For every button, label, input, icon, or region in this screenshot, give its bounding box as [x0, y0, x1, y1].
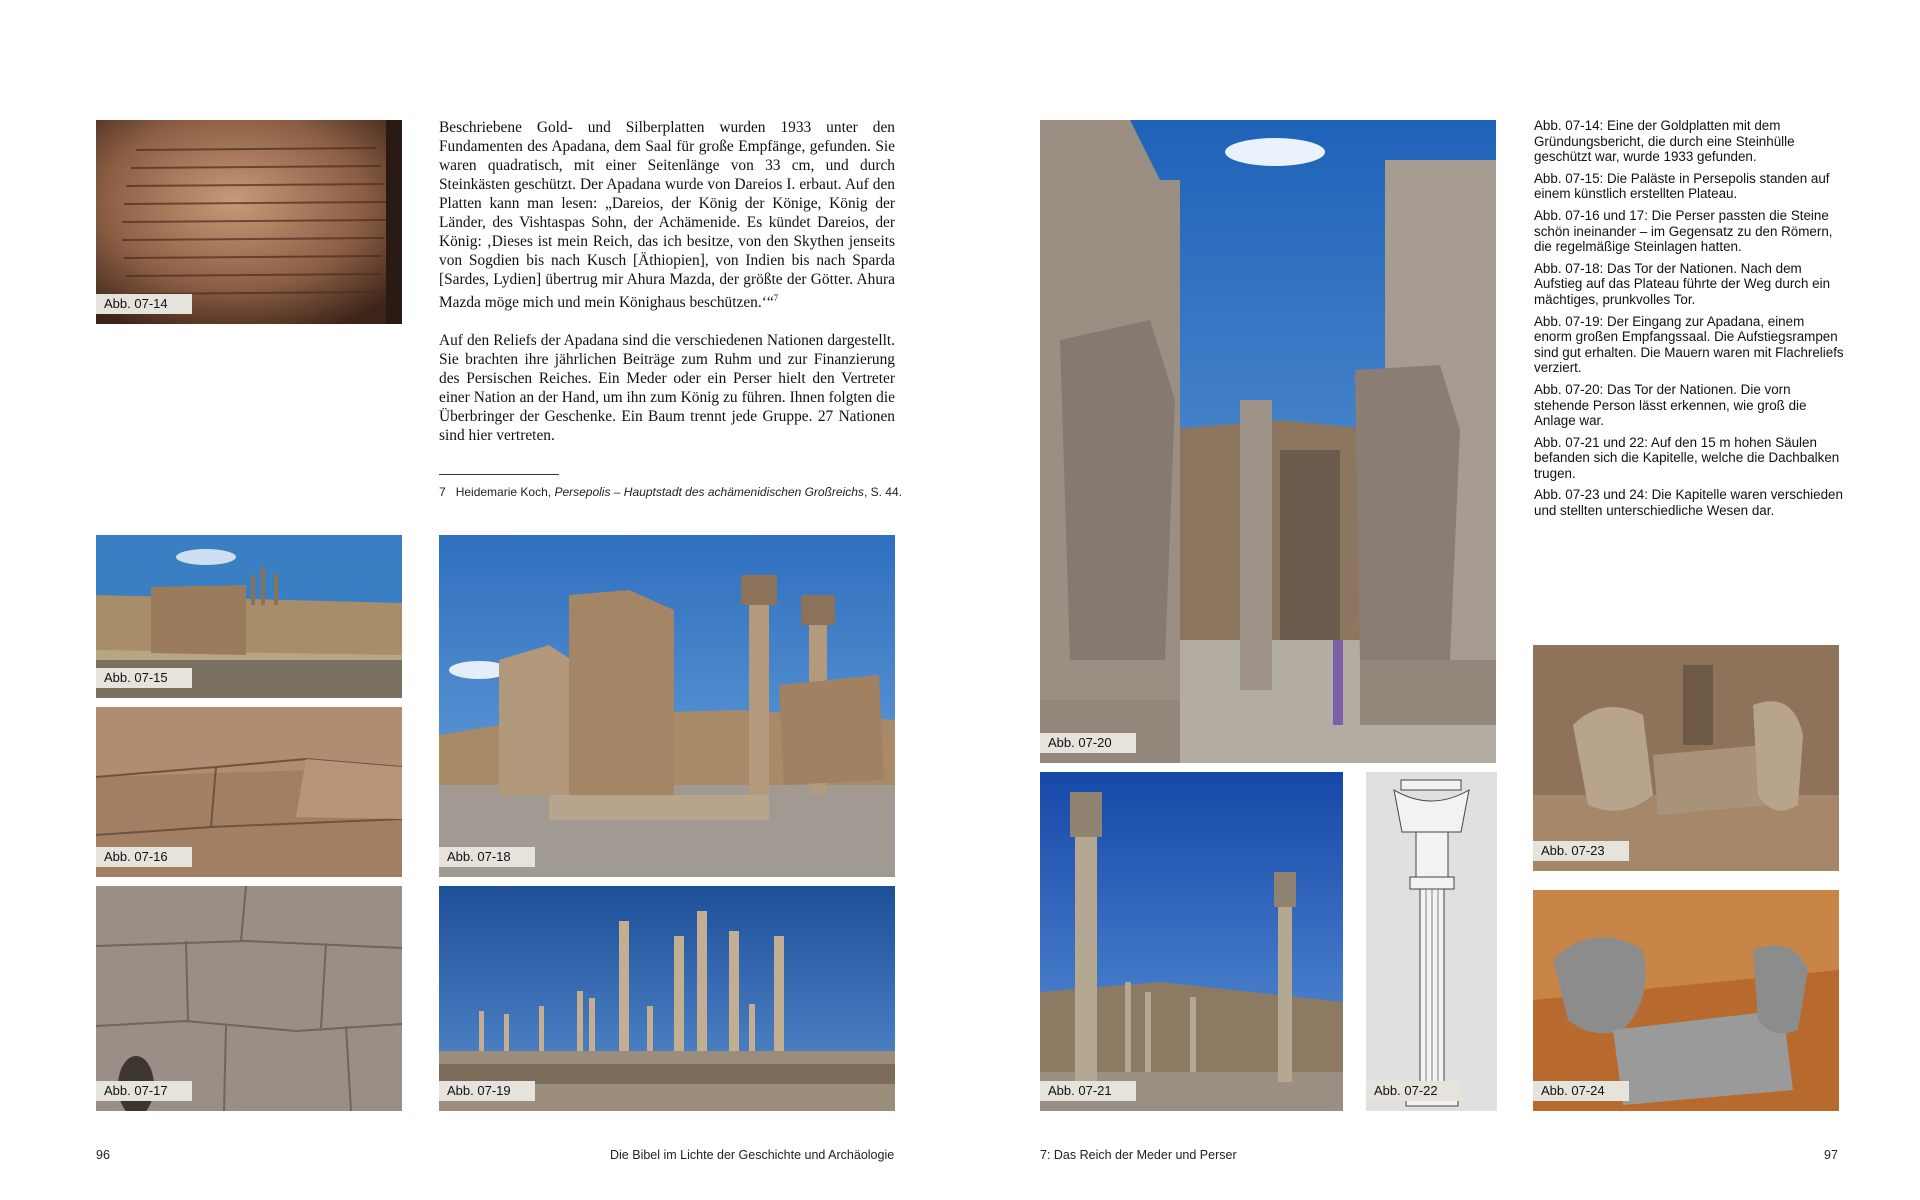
left-page-number: 96	[96, 1148, 110, 1162]
griffin-capital-image	[1533, 890, 1839, 1111]
figure-07-21-columns	[1040, 772, 1343, 1111]
gate-large-image	[1040, 120, 1496, 763]
right-page-number: 97	[1824, 1148, 1838, 1162]
figure-label: Abb. 07-16	[96, 847, 192, 867]
figure-07-22-column-drawing	[1366, 772, 1497, 1111]
footnote: 7 Heidemarie Koch, Persepolis – Hauptstadt des achämenidischen Großreichs, S. 44.	[439, 485, 902, 499]
figure-label: Abb. 07-18	[439, 847, 535, 867]
right-running-title: 7: Das Reich der Meder und Perser	[1040, 1148, 1237, 1162]
columns-image	[1040, 772, 1343, 1111]
figure-07-23-bull-capital	[1533, 645, 1839, 871]
caption-07-21-22: Abb. 07-21 und 22: Auf den 15 m hohen Säulen befanden sich die Kapitelle, welche die Dachbalken trugen.	[1534, 434, 1840, 481]
figure-07-20-gate-large	[1040, 120, 1496, 763]
caption-07-18: Abb. 07-18: Das Tor der Nationen. Nach dem Aufstieg auf das Plateau führte der Weg durch ein mächtiges, prunkvolles Tor.	[1534, 260, 1831, 307]
figure-label: Abb. 07-20	[1040, 733, 1136, 753]
apadana-image	[439, 886, 895, 1111]
figure-label: Abb. 07-14	[96, 294, 192, 314]
figure-label: Abb. 07-15	[96, 668, 192, 688]
figure-label: Abb. 07-21	[1040, 1081, 1136, 1101]
stone-wall-image	[96, 886, 402, 1111]
caption-07-19: Abb. 07-19: Der Eingang zur Apadana, einem enorm großen Empfangssaal. Die Aufstiegsrampen sind gut erhalten. Die Mauern waren mit Flachreliefs verziert.	[1534, 313, 1844, 376]
figure-07-24-griffin-capital	[1533, 890, 1839, 1111]
figure-07-18-gate-of-nations	[439, 535, 895, 877]
main-text	[439, 118, 895, 445]
figure-label: Abb. 07-17	[96, 1081, 192, 1101]
caption-07-14: Abb. 07-14: Eine der Goldplatten mit dem Gründungsbericht, die durch eine Steinhülle geschützt war, wurde 1933 gefunden.	[1534, 118, 1795, 165]
caption-07-20: Abb. 07-20: Das Tor der Nationen. Die vorn stehende Person lässt erkennen, wie groß die Anlage war.	[1534, 381, 1807, 429]
caption-07-23-24: Abb. 07-23 und 24: Die Kapitelle waren verschieden und stellten unterschiedliche Wesen dar.	[1534, 487, 1843, 519]
bull-capital-image	[1533, 645, 1839, 871]
figure-07-16-stones	[96, 707, 402, 877]
paragraph-1: Beschriebene Gold- und Silberplatten wurden 1933 unter den Fundamenten des Apadana, dem Saal für große Empfänge, gefunden. Sie waren quadratisch, mit einer Seitenlänge von 33 cm, und durch Steinkästen geschützt. Der Apadana wurde von Dareios I. erbaut. Auf den Platten kann man lesen: „Dareios, der König der Könige, König der Länder, des Vishtaspas Sohn, der Achämenide. Es kündet Dareios, der König: ‚Dieses ist mein Reich, das ich besitze, von den Skythen jenseits von Sogdien bis nach Kusch [Äthiopien], von Indien bis nach Sparda [Sardes, Lydien] übertrug mir Ahura Mazda, der größte der Götter. Ahura Mazda möge mich und mein Könighaus beschützen.‘“$^7$	[439, 119, 895, 312]
caption-07-15: Abb. 07-15: Die Paläste in Persepolis standen auf einem künstlich erstellten Plateau.	[1534, 170, 1830, 202]
figure-07-14-gold-plate	[96, 120, 402, 324]
gate-of-nations-image	[439, 535, 895, 877]
figure-07-15-plateau	[96, 535, 402, 698]
figure-label: Abb. 07-23	[1533, 841, 1629, 861]
figure-07-17-stone-wall	[96, 886, 402, 1111]
footnote-reference: 7	[773, 293, 779, 303]
caption-07-16-17: Abb. 07-16 und 17: Die Perser passten die Steine schön ineinander – im Gegensatz zu den Römern, die regelmäßige Steinlagen hatten.	[1534, 207, 1833, 255]
column-drawing-image	[1366, 772, 1497, 1111]
left-running-title: Die Bibel im Lichte der Geschichte und Archäologie	[610, 1148, 895, 1162]
figure-captions	[1534, 118, 1844, 525]
paragraph-2: Auf den Reliefs der Apadana sind die verschiedenen Nationen dargestellt. Sie brachten ihre jährlichen Beiträge zum Ruhm und zur Finanzierung des Persischen Reiches. Ein Meder oder ein Perser hielt den Vertreter einer Nation an der Hand, um ihn zum König zu führen. Ihnen folgten die Überbringer der Geschenke. Ein Baum trennt jede Gruppe. 27 Nationen sind hier vertreten.	[439, 332, 895, 445]
figure-label: Abb. 07-19	[439, 1081, 535, 1101]
figure-label: Abb. 07-22	[1366, 1081, 1462, 1101]
figure-label: Abb. 07-24	[1533, 1081, 1629, 1101]
footnote-rule	[439, 474, 559, 475]
figure-07-19-apadana	[439, 886, 895, 1111]
